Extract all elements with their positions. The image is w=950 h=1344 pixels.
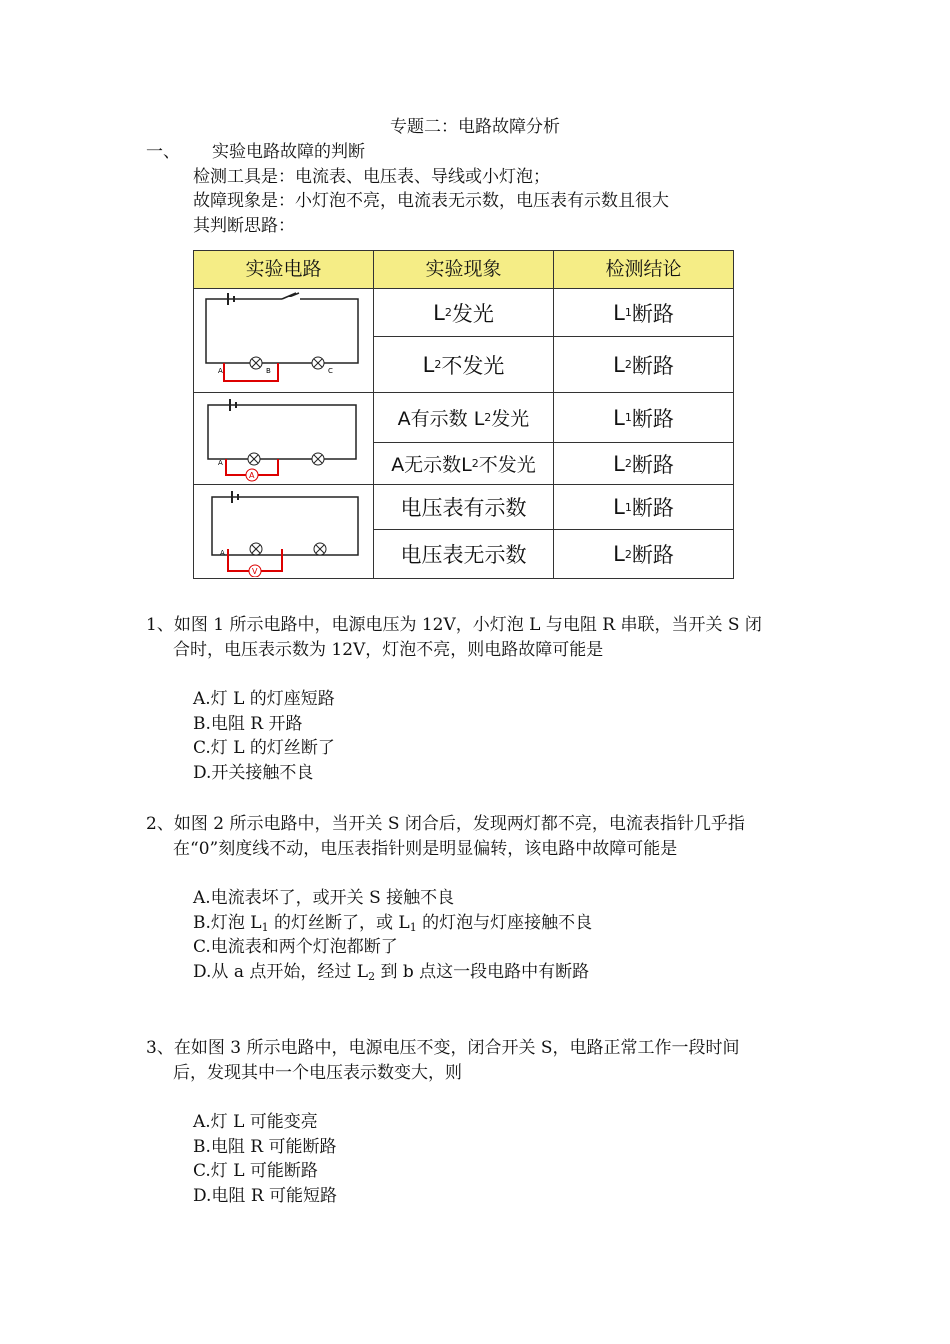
header-circuit: 实验电路 — [194, 251, 374, 289]
q3-stem-line-2: 后，发现其中一个电压表示数变大，则 — [173, 1063, 462, 1083]
q1-option-d: D.开关接触不良 — [193, 763, 314, 783]
header-phenomenon: 实验现象 — [374, 251, 554, 289]
svg-text:A: A — [218, 367, 223, 375]
q1-stem-line-2: 合时，电压表示数为 12V，灯泡不亮，则电路故障可能是 — [173, 640, 604, 660]
section-number: 一、 — [146, 142, 180, 162]
phenomenon-1: L 2 发光 — [374, 289, 554, 337]
phenomenon-3: A有示数 L 2 发光 — [374, 393, 554, 443]
q1-option-b: B.电阻 R 开路 — [193, 714, 303, 734]
q2-option-c: C.电流表和两个灯泡都断了 — [193, 937, 398, 957]
svg-text:C: C — [328, 367, 333, 375]
intro-line-3: 其判断思路： — [193, 216, 295, 236]
phenomenon-6: 电压表无示数 — [374, 530, 554, 578]
q2-option-b: B.灯泡 $L_1$ 的灯丝断了，或 $L_1$ 的灯泡与灯座接触不良 — [193, 913, 593, 934]
intro-line-1: 检测工具是：电流表、电压表、导线或小灯泡； — [193, 167, 550, 187]
q1-option-a: A.灯 L 的灯座短路 — [193, 689, 335, 709]
circuit-diagram-2 — [194, 393, 374, 485]
intro-line-2: 故障现象是：小灯泡不亮，电流表无示数，电压表有示数且很大 — [193, 191, 669, 211]
conclusion-2: L 2 断路 — [554, 337, 733, 393]
section-heading: 实验电路故障的判断 — [212, 142, 365, 162]
q3-option-c: C.灯 L 可能断路 — [193, 1161, 318, 1181]
header-conclusion: 检测结论 — [554, 251, 733, 289]
q1-option-c: C.灯 L 的灯丝断了 — [193, 738, 335, 758]
q2-stem-line-2: 在“0”刻度线不动，电压表指针则是明显偏转，该电路中故障可能是 — [173, 839, 678, 859]
circuit-diagram-1 — [194, 289, 374, 393]
conclusion-4: L 2 断路 — [554, 443, 733, 485]
q2-option-d: D.从 a 点开始，经过 $L_2$ 到 b 点这一段电路中有断路 — [193, 962, 590, 983]
phenomenon-4: A无示数L 2 不发光 — [374, 443, 554, 485]
circuit-diagram-3 — [194, 485, 374, 578]
q3-option-d: D.电阻 R 可能短路 — [193, 1186, 338, 1206]
conclusion-5: L 1 断路 — [554, 485, 733, 530]
q2-stem-line-1: 2、如图 2 所示电路中，当开关 S 闭合后，发现两灯都不亮，电流表指针几乎指 — [146, 814, 745, 834]
svg-text:B: B — [266, 367, 271, 375]
q2-option-a: A.电流表坏了，或开关 S 接触不良 — [193, 888, 455, 908]
page-title: 专题二：电路故障分析 — [390, 117, 560, 137]
q1-stem-line-1: 1、如图 1 所示电路中，电源电压为 12V，小灯泡 L 与电阻 R 串联，当开关 S 闭 — [146, 615, 762, 635]
phenomenon-2: L 2 不发光 — [374, 337, 554, 393]
q3-option-a: A.灯 L 可能变亮 — [193, 1112, 318, 1132]
svg-text:V: V — [252, 567, 258, 576]
q3-option-b: B.电阻 R 可能断路 — [193, 1137, 337, 1157]
svg-text:A: A — [218, 459, 223, 467]
phenomenon-5: 电压表有示数 — [374, 485, 554, 530]
svg-text:A: A — [220, 549, 225, 557]
conclusion-3: L 1 断路 — [554, 393, 733, 443]
conclusion-1: L 1 断路 — [554, 289, 733, 337]
svg-text:A: A — [249, 471, 255, 480]
conclusion-6: L 2 断路 — [613, 542, 674, 567]
q3-stem-line-1: 3、在如图 3 所示电路中，电源电压不变，闭合开关 S，电路正常工作一段时间 — [146, 1038, 740, 1058]
fault-table — [193, 250, 734, 579]
